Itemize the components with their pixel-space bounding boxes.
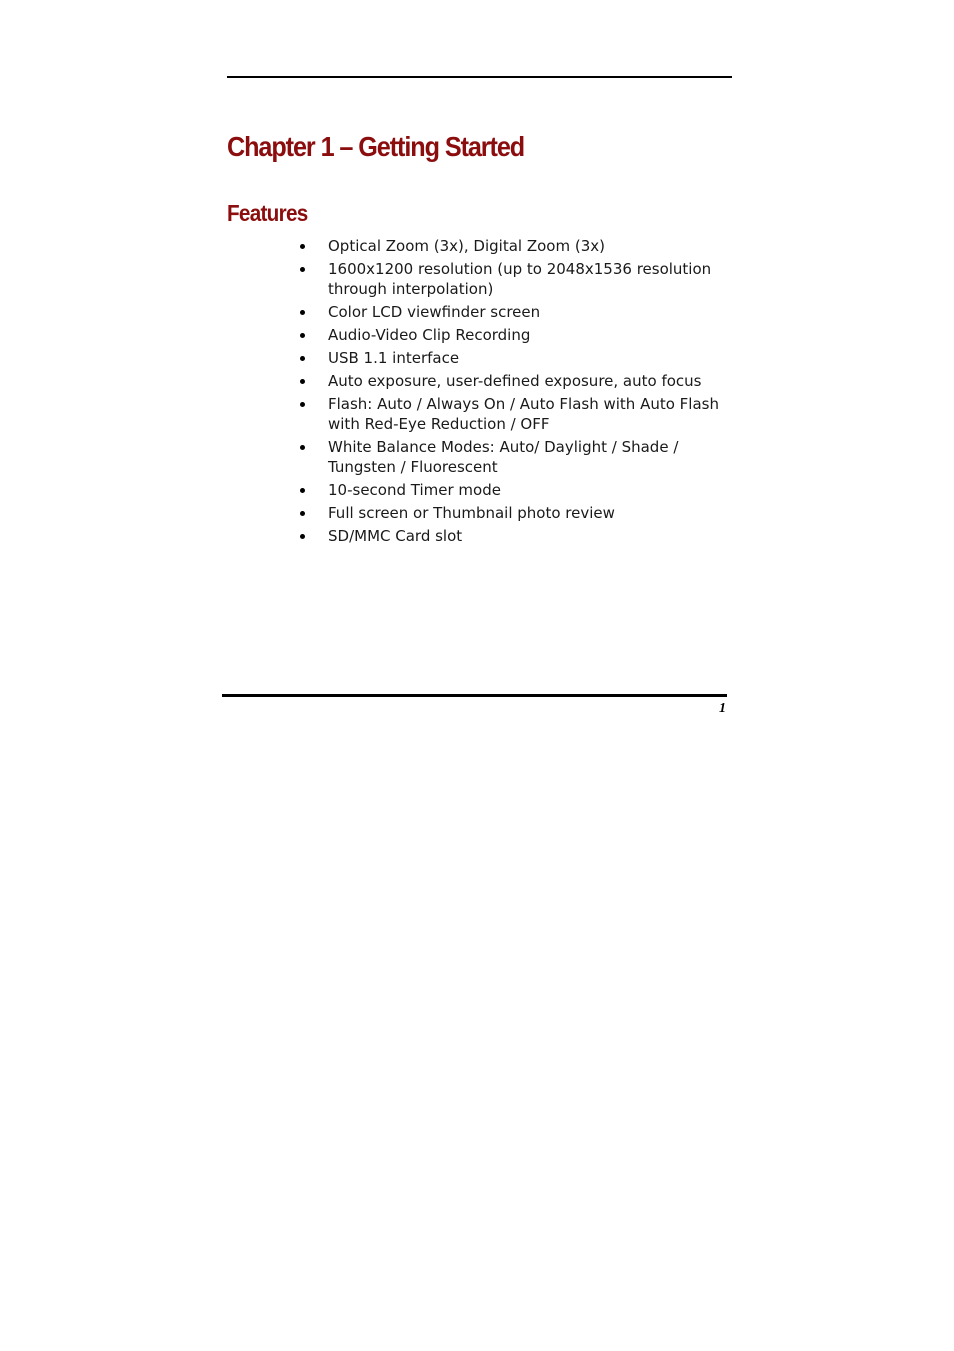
- list-item: [298, 302, 728, 322]
- bullet-icon: [300, 534, 305, 539]
- list-item: [298, 503, 728, 523]
- section-title: Features: [227, 200, 308, 226]
- bottom-rule: [222, 694, 727, 697]
- list-item: [298, 394, 728, 434]
- page-number: 1: [719, 701, 726, 716]
- bullet-icon: [300, 267, 305, 272]
- list-item: [298, 348, 728, 368]
- bullet-icon: [300, 445, 305, 450]
- feature-text: Optical Zoom (3x), Digital Zoom (3x): [328, 237, 605, 255]
- bullet-icon: [300, 488, 305, 493]
- bullet-icon: [300, 402, 305, 407]
- feature-text: Audio-Video Clip Recording: [328, 326, 531, 344]
- bullet-icon: [300, 244, 305, 249]
- feature-text: Flash: Auto / Always On / Auto Flash with Auto Flash with Red-Eye Reduction / OFF: [328, 395, 719, 433]
- list-item: [298, 437, 728, 477]
- bullet-icon: [300, 356, 305, 361]
- list-item: [298, 259, 728, 299]
- bullet-icon: [300, 511, 305, 516]
- top-rule: [227, 76, 732, 78]
- feature-text: Color LCD viewfinder screen: [328, 303, 541, 321]
- bullet-icon: [300, 333, 305, 338]
- list-item: [298, 371, 728, 391]
- bullet-icon: [300, 379, 305, 384]
- list-item: [298, 526, 728, 546]
- feature-text: White Balance Modes: Auto/ Daylight / Shade / Tungsten / Fluorescent: [328, 438, 679, 476]
- feature-list: [298, 236, 728, 549]
- list-item: [298, 325, 728, 345]
- list-item: [298, 236, 728, 256]
- chapter-title: Chapter 1 – Getting Started: [227, 131, 525, 162]
- feature-text: SD/MMC Card slot: [328, 527, 463, 545]
- feature-text: USB 1.1 interface: [328, 349, 460, 367]
- list-item: [298, 480, 728, 500]
- feature-text: Auto exposure, user-defined exposure, auto focus: [328, 372, 702, 390]
- feature-text: Full screen or Thumbnail photo review: [328, 504, 615, 522]
- feature-text: 10-second Timer mode: [328, 481, 501, 499]
- bullet-icon: [300, 310, 305, 315]
- feature-text: 1600x1200 resolution (up to 2048x1536 resolution through interpolation): [328, 260, 712, 298]
